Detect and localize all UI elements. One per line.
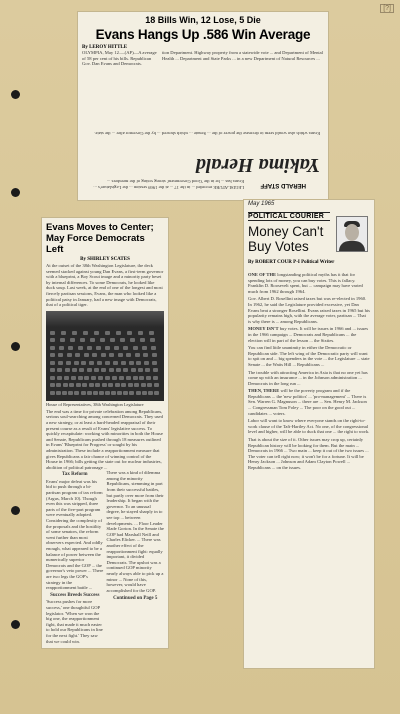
photo-seat: [116, 331, 121, 335]
paragraph: You can find little unanimity in either the Democratic or Republican side. The left wing of the Democratic party will want to spit on and ... big spenders in the vote ... the Legislature ... state Senate ... the Watts Hill ... Republicans ...: [248, 345, 370, 367]
photo-seat: [57, 376, 62, 380]
photo-seat: [133, 346, 138, 350]
photo-seat: [87, 391, 92, 395]
paragraph: Labor will want to know where everyone stands on the right-to-work clause of the Taft-Hartley Act. No one, of the congressional level and higher, will be able to duck that one ... the right to work.: [248, 418, 370, 435]
photo-seat: [50, 353, 55, 357]
photo-seat: [57, 368, 62, 372]
photo-seat: [121, 361, 126, 365]
photo-seat: [58, 361, 63, 365]
photo-seat: [50, 383, 55, 387]
upside-down-clipping: [82, 72, 324, 196]
masthead-sub: HERALD STAFF: [260, 182, 306, 188]
photo-seat: [50, 346, 55, 350]
paragraph: will be the poverty program and if the Republicans ... the 'new politics' ... 'pro-management' ... There is Sen. Warren G. Magnuson ... there are ... Sen. Henry M. Jackson ... Congressman Tom Foley ... The poor on the good out ... candidates ... voters.: [248, 388, 367, 416]
photo-seat: [142, 391, 147, 395]
paragraph: Gov. Albert D. Rosellini raised taxes but was re-elected in 1960. In 1962, he said the Legislature provided excessive, yet Dan Evans beat a stronger Rosellini. Evans raised taxes in 1965 but his popularity remains high, with the average voter, partisan ... That is why there is ... among Republicans.: [248, 296, 370, 324]
photo-seat: [129, 391, 134, 395]
photo-seat: [68, 346, 73, 350]
author-portrait: [336, 216, 368, 252]
photo-seat: [61, 331, 66, 335]
photo-seat: [109, 368, 114, 372]
corner-mark: [?]: [380, 4, 394, 13]
column-text: OLYMPIA, May 12.—(AP)—A average of 58 per cent of his bills. Republican Gov. Dan Evans and Democrats.: [82, 50, 157, 67]
photo-seat: [138, 368, 143, 372]
photo-seat: [89, 361, 94, 365]
punch-hole: [11, 506, 20, 515]
photo-seat: [63, 383, 68, 387]
photo-seat: [59, 346, 64, 350]
photo-seat: [50, 376, 55, 380]
photo-seat: [130, 338, 135, 342]
photo-seat: [102, 383, 107, 387]
photo-seat: [98, 376, 103, 380]
photo-seat: [90, 338, 95, 342]
punch-hole: [11, 90, 20, 99]
photo-seat: [80, 338, 85, 342]
photo-seat: [72, 331, 77, 335]
photo-seat: [133, 376, 138, 380]
photo-seat: [126, 376, 131, 380]
photo-seat: [136, 361, 141, 365]
photo-seat: [139, 376, 144, 380]
photo-seat: [153, 368, 158, 372]
photo-seat: [96, 346, 101, 350]
byline: By ROBERT COUR P-I Political Writer: [248, 260, 335, 265]
photo-seat: [56, 391, 61, 395]
photo-seat: [50, 331, 55, 335]
photo-seat: [153, 376, 158, 380]
photo-seat: [78, 376, 83, 380]
photo-seat: [65, 368, 70, 372]
punch-hole: [11, 620, 20, 629]
subhead: Tax Reform: [61, 472, 88, 478]
lead-in: THEN, THERE: [248, 388, 280, 394]
headline: Evans Moves to Center; May Force Democrats Left: [46, 222, 154, 255]
photo-seat: [105, 391, 110, 395]
photo-seat: [152, 353, 157, 357]
photo-seat: [50, 338, 55, 342]
photo-seat: [50, 361, 55, 365]
chamber-photo: [46, 311, 164, 401]
photo-seat: [105, 331, 110, 335]
column-text: tion Department. Highway property from a statewide vote ... and Department of Mental Health ... Department and State Parks ... in a new Department of Natural Resources ...: [162, 50, 323, 61]
photo-seat: [135, 353, 140, 357]
photo-seat: [108, 383, 113, 387]
photo-seat: [152, 361, 157, 365]
photo-seat: [67, 353, 72, 357]
paragraph: buy votes. It will be issues in 1966 and ... issues in the 1966 campaign ... Democrats and Republicans ... the election will in part of the lesson ... the Sixties.: [248, 326, 369, 343]
photo-seat: [113, 361, 118, 365]
column-b: [107, 470, 165, 644]
photo-seat: [87, 346, 92, 350]
photo-seat: [116, 368, 121, 372]
photo-seat: [93, 391, 98, 395]
column-text: Evans which also would seem to decrease the power of the ... Senate ... which showed ... by the Governor after ... the state.: [94, 131, 320, 136]
photo-seat: [118, 353, 123, 357]
photo-seat: [89, 383, 94, 387]
photo-seat: [123, 346, 128, 350]
photo-seat: [147, 383, 152, 387]
photo-seat: [120, 338, 125, 342]
photo-seat: [110, 338, 115, 342]
photo-seat: [143, 353, 148, 357]
byline: By SHIRLEY SCATES: [80, 257, 130, 262]
photo-seat: [84, 353, 89, 357]
column-text: There was a kind of dilemma among the minority Republicans, stemming in part from their successful battles, but partly over more from their leadership. It began with the governor. To an unusual degree, he stayed sharply in to see top ... between developments. ... Floor Leader Slade Gorton. In the Senate the GOP had Marshall Neill and Charles Elicker. ... There was another effect of the reapportionment fight: equally important, it divided Democrats. The upshot was a continued GOP minority nearly always able to pick up a minor ... None of this, however, would have accomplished for the GOP.: [106, 470, 164, 593]
photo-seat: [134, 383, 139, 387]
photo-seat: [146, 376, 151, 380]
photo-seat: [81, 361, 86, 365]
photo-seat: [123, 368, 128, 372]
kicker: 18 Bills Win, 12 Lose, 5 Die: [145, 15, 261, 25]
paragraph: longstanding political myths has it that for spending lots of money, you can buy votes. This is fallacy. Franklin D. Roosevelt spent, but ... campaign may have varied much from 1962 through 1964.: [248, 272, 363, 294]
photo-seat: [78, 346, 83, 350]
photo-seat: [117, 391, 122, 395]
lead-in: MONEY ISN'T: [248, 326, 279, 332]
photo-seat: [111, 391, 116, 395]
photo-seat: [121, 383, 126, 387]
photo-seat: [50, 368, 55, 372]
subhead: Success Breeds Success: [50, 592, 100, 598]
photo-seat: [142, 346, 147, 350]
photo-seat: [81, 391, 86, 395]
photo-seat: [105, 346, 110, 350]
photo-seat: [100, 338, 105, 342]
photo-seat: [144, 361, 149, 365]
column-label: POLITICAL COURIER: [248, 212, 330, 221]
photo-seat: [94, 368, 99, 372]
column-text: LEGISLATURE recorded ... in the 17 ... at the 1969 session ... the Legislature's ... Evans has ... be in the 'Good Government' strong voting of the members ...: [93, 179, 244, 190]
photo-seat: [76, 383, 81, 387]
photo-seat: [87, 368, 92, 372]
photo-seat: [56, 383, 61, 387]
photo-seat: [69, 383, 74, 387]
right-clipping: [244, 200, 374, 668]
photo-seat: [74, 391, 79, 395]
continued-note: Continued on Page 5: [113, 596, 158, 602]
paragraph: The trouble with attracting America in Asia is that no one yet has come up with an insurance ... in the Johnson administration ... Democrats in the long run ...: [248, 369, 368, 386]
photo-seat: [75, 353, 80, 357]
byline: By LEROY HITTLE: [82, 45, 128, 50]
photo-seat: [149, 331, 154, 335]
photo-ceiling: [46, 311, 164, 327]
photo-seat: [109, 353, 114, 357]
photo-seat: [66, 361, 71, 365]
photo-seat: [79, 368, 84, 372]
photo-seat: [92, 353, 97, 357]
punch-hole: [11, 342, 20, 351]
photo-seat: [70, 338, 75, 342]
photo-seat: [99, 391, 104, 395]
photo-seat: [145, 368, 150, 372]
column-text: Evans' major defeat was his bid to push through a bi-partisan program of tax reform (Argus, March 10). Though even this was stripped, three parts of the five-part program were eventually adopted. Considering the complexity of the proposals and the hostility of some senators, the reform went further than most observers expected. And oddly enough, what appeared to be a balance of power between the numerically superior Democrats and the GOP ... the governor's veto power ... There are two legs the GOP's strategy in the reapportionment battle ...: [46, 478, 104, 591]
two-columns: [46, 470, 164, 644]
portrait-face: [345, 224, 359, 241]
photo-seat: [129, 361, 134, 365]
lead-in: ONE OF THE: [248, 272, 277, 277]
column-text: 'Success pushes for more success,' one thoughtful GOP legislator. 'When we won the big one, the reapportionment fight, that made it much easier to hold our Republicans in line for the next fight.' They saw that we could win.: [46, 599, 103, 644]
photo-seat: [131, 368, 136, 372]
photo-seat: [72, 368, 77, 372]
photo-caption: House of Representatives, 38th Washington Legislature: [46, 401, 144, 407]
photo-seat: [82, 383, 87, 387]
headline: Money Can't Buy Votes: [248, 224, 324, 254]
photo-seat: [127, 331, 132, 335]
article-text: [248, 272, 370, 471]
photo-seat: [126, 353, 131, 357]
photo-seat: [138, 331, 143, 335]
photo-seat: [105, 376, 110, 380]
photo-seat: [68, 391, 73, 395]
body-text: The end was a time for private celebration among Republicans, serious soul-searching among concerned Democrats. They used a new strategy, or at least a hard-headed reappraisal of their present course as a result of Evans' legislative success. To quickly recapitulate: working with minorities in both the House and Senate, Republicans pushed through 18 measures outlined in Evans' 'Blueprint for Progress' or sought by his administration. These include a reapportionment measure that gives Republicans a fair chance of winning control of the House in 1966; bills getting the state out for nuclear industries, abolition of political patronage ...: [46, 408, 163, 470]
photo-seat: [58, 353, 63, 357]
photo-seat: [114, 346, 119, 350]
photo-seat: [151, 346, 156, 350]
photo-seat: [115, 383, 120, 387]
headline: Evans Hangs Up .586 Win Average: [95, 27, 311, 42]
photo-seat: [123, 391, 128, 395]
photo-seat: [74, 361, 79, 365]
photo-seat: [119, 376, 124, 380]
newspaper-masthead: Yakima Herald: [195, 154, 320, 176]
photo-seat: [154, 383, 159, 387]
article-columns: [82, 50, 324, 70]
photo-seat: [101, 353, 106, 357]
photo-seat: [84, 376, 89, 380]
photo-seat: [140, 338, 145, 342]
intro-text: At the outset of the 38th Washington Legislature, the deck seemed stacked against young Dan Evans, a first-term governor with a blueprint, a Boy Scout image and a minority party beset by internal differences. To some Democrats, he looked like duck soup. Last week, at the end of one of the longest and most fiercely partisan sessions, Evans, the man who looked like a political patsy in January, had a new image with Democrats, that of a political tiger.: [46, 263, 164, 308]
column-a: [46, 470, 104, 644]
punch-hole: [11, 188, 20, 197]
handwritten-date: May 1965: [248, 201, 275, 207]
top-clipping: [78, 12, 328, 200]
photo-seat: [112, 376, 117, 380]
paragraph: That is about the size of it. Other issues may crop up, certainly Republican history will be looking for them. But the main ... Democrats in 1966 ... Two main ... keep it out of the two issues ... The voter can tell right now; it won't be for a fortune. It will be Henry Jackson ... Johnson and Adam Clayton Powell ... Republicans ... on the issues.: [248, 437, 369, 470]
photo-seat: [95, 383, 100, 387]
portrait-body: [339, 241, 365, 252]
photo-seat: [62, 391, 67, 395]
photo-seat: [60, 338, 65, 342]
photo-seat: [148, 391, 153, 395]
photo-seat: [97, 361, 102, 365]
photo-seat: [50, 391, 55, 395]
photo-seat: [91, 376, 96, 380]
photo-seat: [154, 391, 159, 395]
photo-seat: [105, 361, 110, 365]
photo-seat: [128, 383, 133, 387]
photo-seat: [101, 368, 106, 372]
photo-seat: [141, 383, 146, 387]
photo-seat: [94, 331, 99, 335]
left-clipping: [42, 218, 168, 648]
photo-seat: [150, 338, 155, 342]
photo-seat: [83, 331, 88, 335]
photo-seat: [64, 376, 69, 380]
photo-seat: [136, 391, 141, 395]
photo-seat: [71, 376, 76, 380]
